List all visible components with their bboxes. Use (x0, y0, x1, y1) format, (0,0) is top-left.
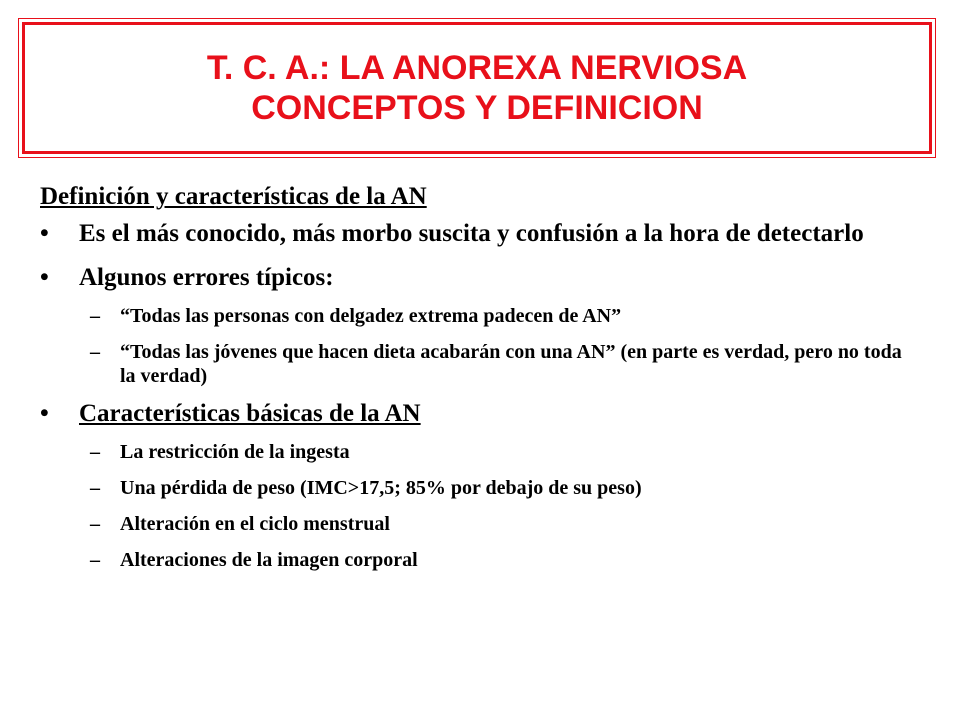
bullet-mark: • (40, 220, 49, 247)
title-line-1: T. C. A.: LA ANOREXA NERVIOSA (206, 49, 748, 87)
sub-item (40, 304, 920, 328)
sub-item (40, 548, 920, 572)
sub-item (40, 512, 920, 536)
sub-list (40, 304, 920, 388)
bullet-text: Características básicas de la AN (79, 400, 421, 427)
sub-item-text: Alteración en el ciclo menstrual (120, 513, 390, 535)
sub-list (40, 440, 920, 572)
sub-item-text: “Todas las jóvenes que hacen dieta acabarán con una AN” (en parte es verdad, pero no toda la verdad) (120, 341, 902, 387)
sub-item (40, 340, 920, 388)
sub-item-text: Alteraciones de la imagen corporal (120, 549, 418, 571)
bullet-item (40, 264, 920, 292)
section-heading: Definición y características de la AN (40, 183, 427, 210)
dash-mark: – (90, 477, 100, 499)
title-box (22, 22, 932, 154)
sub-item-text: La restricción de la ingesta (120, 441, 350, 463)
sub-item (40, 476, 920, 500)
sub-item-text: Una pérdida de peso (IMC>17,5; 85% por debajo de su peso) (120, 477, 642, 499)
sub-item (40, 440, 920, 464)
dash-mark: – (90, 305, 100, 327)
bullet-mark: • (40, 264, 49, 291)
dash-mark: – (90, 341, 100, 363)
bullet-text: Es el más conocido, más morbo suscita y confusión a la hora de detectarlo (79, 220, 864, 247)
bullet-item (40, 400, 920, 428)
dash-mark: – (90, 441, 100, 463)
sub-item-text: “Todas las personas con delgadez extrema padecen de AN” (120, 305, 622, 327)
dash-mark: – (90, 549, 100, 571)
slide-content (40, 180, 920, 584)
bullet-mark: • (40, 400, 49, 427)
dash-mark: – (90, 513, 100, 535)
bullet-item (40, 220, 920, 248)
title-line-2: CONCEPTOS Y DEFINICION (251, 89, 703, 127)
bullet-text: Algunos errores típicos: (79, 264, 334, 291)
